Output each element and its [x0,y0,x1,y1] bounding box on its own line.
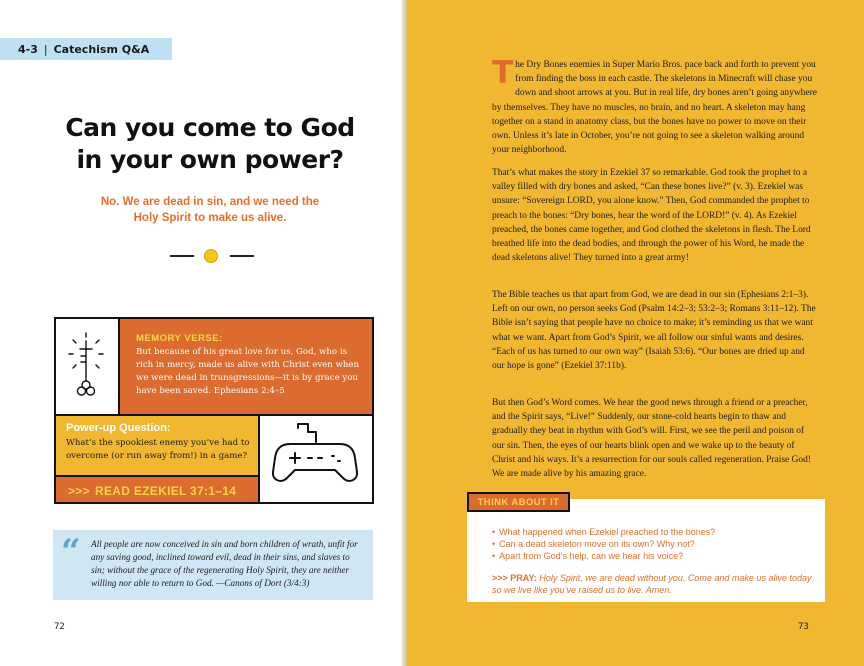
memory-verse [120,319,372,416]
memory-verse-box [54,317,374,504]
body-paragraph-2: That’s what makes the story in Ezekiel 37 so remarkable. God took the prophet to a valley filled with dry bones and asked, “Can these bones live?” (v. 3). Ezekiel was unsure: “Sovereign LORD, you alone know.” Then, God commanded the prophet to preach to the bones: “Dry bones, hear the word of the LORD!” (v. 4). As Ezekiel preached, the bones came together, and God clothed the skeletons in flesh. The Lord breathed life into the dead bodies, and through the power of his Word, he made the dead skeletons alive! They turned into a great army! [492,168,811,264]
section-title: Catechism Q&A [53,42,150,56]
divider [170,246,254,266]
confession-quote [53,530,373,600]
list-item: • Apart from God’s help, can we hear his voice? [492,550,818,562]
page-number-right: 73 [798,622,809,632]
body-paragraph-4: But then God’s Word comes. We hear the good news through a friend or a preacher, and the Spirit says, “Live!” Suddenly, our stone-cold hearts begin to thaw and gradually they beat in rhythm with God’s will. First, we see the peril and poison of our sin. Then, the eyes of our hearts blink open and we wake up to the beauty of Christ and his ways. It’s a resurrection for our souls called regeneration. Praise God! We are made alive by his amazing grace. [492,398,811,480]
body-paragraph-3: The Bible teaches us that apart from God, we are dead in our sin (Ephesians 2:1–3). Left on our own, no person seeks God (Psalm 14:2–3; 53:2–3; Romans 3:11–12). The Bible isn’t saying that people have no choice to make; it’s reminding us that we want what we want. Apart from God’s Spirit, we all follow our sinful wants and desires. “Each of us has turned to our own way” (Isaiah 53:6). “Our bones are dried up and our hope is gone” (Ezekiel 37:11b). [492,290,816,372]
drop-cap: T [492,55,514,91]
coin-icon [204,249,218,263]
pray-text: Holy Spirit, we are dead without you. Come and make us alive today so we live like you’ve raised us to live. Amen. [492,573,812,595]
body-paragraph-1: The Dry Bones enemies in Super Mario Bros. pace back and forth to prevent you from finding the boss in each castle. The skeletons in Minecraft will chase you down and shoot arrows at you. But in real life, dry bones aren’t going anywhere by themselves. They have no muscles, no brain, and no heart. A skeleton may hang together on a stand in anatomy class, but the bones have no power to move on their own. Unless it’s late in October, you’re not going to see a skeleton walking around your neighborhood. [492,55,817,156]
list-item: • What happened when Ezekiel preached to the bones? [492,526,818,538]
memory-verse-label: MEMORY VERSE: [136,333,223,344]
key-icon [56,319,116,414]
power-up-label: Power-up Question: [66,422,171,434]
think-about-it-label: THINK ABOUT IT [467,492,570,512]
section-number: 4-3 [18,42,38,56]
pray-label: PRAY: [510,573,537,583]
read-passage-text: READ EZEKIEL 37:1–14 [95,484,237,498]
list-item: • Can a dead skeleton move on its own? Why not? [492,538,818,550]
game-controller-icon [260,416,370,500]
quote-mark-icon: “ [61,532,81,572]
pray-arrows: >>> [492,573,508,583]
page-number-left: 72 [54,622,65,632]
controller-icon-cell [260,416,372,502]
power-up-text: What’s the spookiest enemy you’ve had to overcome (or run away from!) in a game? [66,438,250,461]
read-passage [56,477,260,502]
prayer [492,572,822,596]
key-icon-cell [56,319,120,416]
power-up-question [56,416,260,477]
think-questions [492,526,818,562]
page-title: Can you come to God in your own power? [65,113,355,174]
section-tab: 4-3 | Catechism Q&A [0,38,172,60]
read-arrows: >>> [68,484,90,498]
quote-text: All people are now conceived in sin and born children of wrath, unfit for any saving good, inclined toward evil, dead in their sins, and slaves to sin; without the grace of the regenerating Holy Spirit, they are neither willing nor able to return to God. —Canons of Dort (3/4:3) [91,539,358,588]
answer-text: No. We are dead in sin, and we need the Holy Spirit to make us alive. [100,196,320,224]
memory-verse-text: But because of his great love for us, God, who is rich in mercy, made us alive with Christ even when we were dead in transgressions—it is by grace you have been saved. Ephesians 2:4–5 [136,347,360,396]
